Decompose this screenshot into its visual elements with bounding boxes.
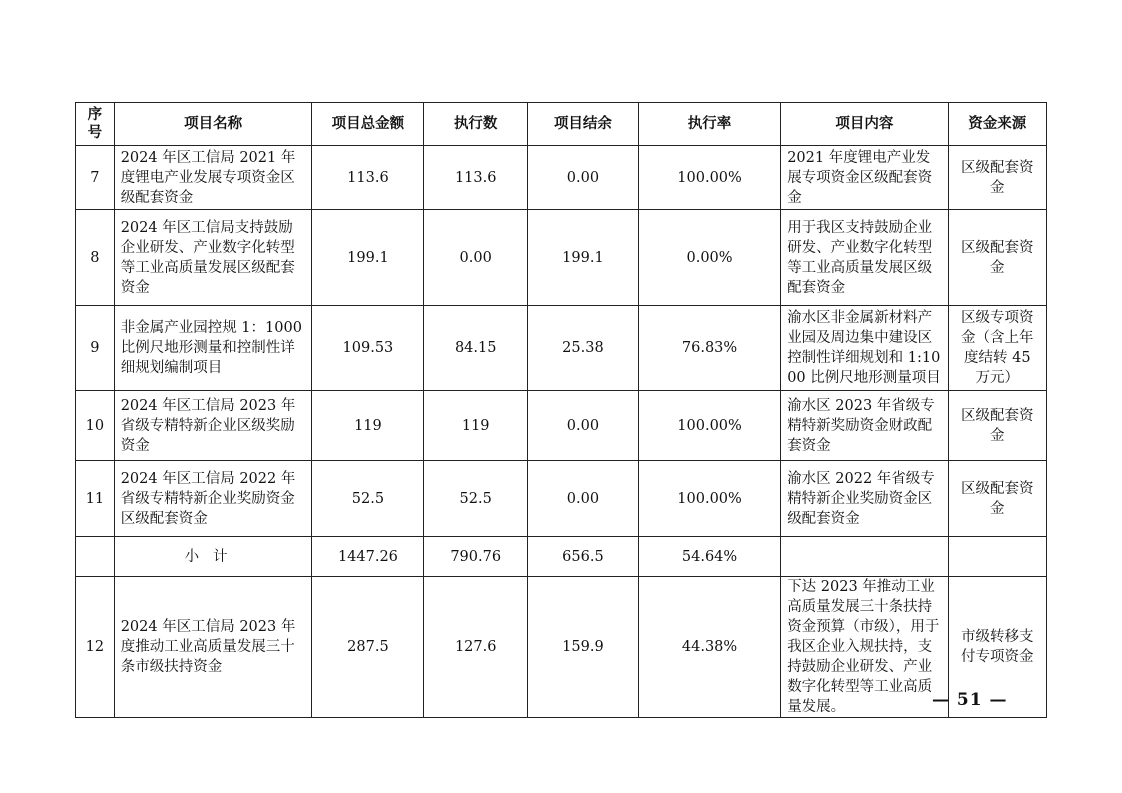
cell-seq: 8 <box>76 210 115 306</box>
cell-source: 区级专项资金（含上年度结转 45 万元） <box>948 306 1046 391</box>
header-seq: 序号 <box>76 103 115 146</box>
cell-source-empty <box>948 537 1046 577</box>
subtotal-label: 小计 <box>114 537 312 577</box>
cell-rate: 44.38% <box>638 577 780 718</box>
header-row <box>76 103 1047 146</box>
cell-balance: 25.38 <box>527 306 638 391</box>
cell-seq: 12 <box>76 577 115 718</box>
cell-seq: 7 <box>76 146 115 210</box>
cell-seq-empty <box>76 537 115 577</box>
header-executed: 执行数 <box>424 103 528 146</box>
cell-total: 119 <box>312 391 424 461</box>
cell-rate: 100.00% <box>638 391 780 461</box>
cell-executed: 127.6 <box>424 577 528 718</box>
cell-name: 非金属产业园控规 1：1000 比例尺地形测量和控制性详细规划编制项目 <box>114 306 312 391</box>
cell-total: 199.1 <box>312 210 424 306</box>
table-row <box>76 210 1047 306</box>
cell-executed: 0.00 <box>424 210 528 306</box>
cell-seq: 9 <box>76 306 115 391</box>
cell-seq: 11 <box>76 461 115 537</box>
table-row <box>76 306 1047 391</box>
header-content: 项目内容 <box>781 103 948 146</box>
cell-executed: 52.5 <box>424 461 528 537</box>
cell-rate: 100.00% <box>638 461 780 537</box>
cell-executed: 84.15 <box>424 306 528 391</box>
table-row <box>76 146 1047 210</box>
cell-rate: 76.83% <box>638 306 780 391</box>
subtotal-rate: 54.64% <box>638 537 780 577</box>
cell-name: 2024 年区工信局 2022 年省级专精特新企业奖励资金区级配套资金 <box>114 461 312 537</box>
cell-total: 109.53 <box>312 306 424 391</box>
cell-source: 市级转移支付专项资金 <box>948 577 1046 718</box>
cell-total: 287.5 <box>312 577 424 718</box>
page-number: — 51 — <box>932 690 1008 710</box>
cell-balance: 0.00 <box>527 391 638 461</box>
cell-source: 区级配套资金 <box>948 146 1046 210</box>
cell-name: 2024 年区工信局支持鼓励企业研发、产业数字化转型等工业高质量发展区级配套资金 <box>114 210 312 306</box>
cell-source: 区级配套资金 <box>948 210 1046 306</box>
budget-table <box>75 102 1047 718</box>
subtotal-total: 1447.26 <box>312 537 424 577</box>
cell-seq: 10 <box>76 391 115 461</box>
cell-content: 2021 年度锂电产业发展专项资金区级配套资金 <box>781 146 948 210</box>
cell-source: 区级配套资金 <box>948 461 1046 537</box>
cell-name: 2024 年区工信局 2023 年省级专精特新企业区级奖励资金 <box>114 391 312 461</box>
cell-executed: 113.6 <box>424 146 528 210</box>
cell-source: 区级配套资金 <box>948 391 1046 461</box>
header-balance: 项目结余 <box>527 103 638 146</box>
cell-total: 52.5 <box>312 461 424 537</box>
table-row <box>76 461 1047 537</box>
cell-name: 2024 年区工信局 2021 年度锂电产业发展专项资金区级配套资金 <box>114 146 312 210</box>
cell-balance: 0.00 <box>527 146 638 210</box>
cell-balance: 199.1 <box>527 210 638 306</box>
cell-content: 渝水区 2023 年省级专精特新奖励资金财政配套资金 <box>781 391 948 461</box>
subtotal-executed: 790.76 <box>424 537 528 577</box>
cell-content: 渝水区非金属新材料产业园及周边集中建设区控制性详细规划和 1:1000 比例尺地形测量项目 <box>781 306 948 391</box>
cell-name: 2024 年区工信局 2023 年度推动工业高质量发展三十条市级扶持资金 <box>114 577 312 718</box>
cell-content: 渝水区 2022 年省级专精特新企业奖励资金区级配套资金 <box>781 461 948 537</box>
cell-balance: 0.00 <box>527 461 638 537</box>
cell-content: 下达 2023 年推动工业高质量发展三十条扶持资金预算（市级），用于我区企业入规扶持，支持鼓励企业研发、产业数字化转型等工业高质量发展。 <box>781 577 948 718</box>
table-row <box>76 577 1047 718</box>
cell-total: 113.6 <box>312 146 424 210</box>
cell-rate: 0.00% <box>638 210 780 306</box>
cell-rate: 100.00% <box>638 146 780 210</box>
header-source: 资金来源 <box>948 103 1046 146</box>
cell-balance: 159.9 <box>527 577 638 718</box>
table-row <box>76 391 1047 461</box>
header-name: 项目名称 <box>114 103 312 146</box>
subtotal-balance: 656.5 <box>527 537 638 577</box>
cell-content-empty <box>781 537 948 577</box>
cell-content: 用于我区支持鼓励企业研发、产业数字化转型等工业高质量发展区级配套资金 <box>781 210 948 306</box>
cell-executed: 119 <box>424 391 528 461</box>
header-rate: 执行率 <box>638 103 780 146</box>
header-total: 项目总金额 <box>312 103 424 146</box>
subtotal-row <box>76 537 1047 577</box>
